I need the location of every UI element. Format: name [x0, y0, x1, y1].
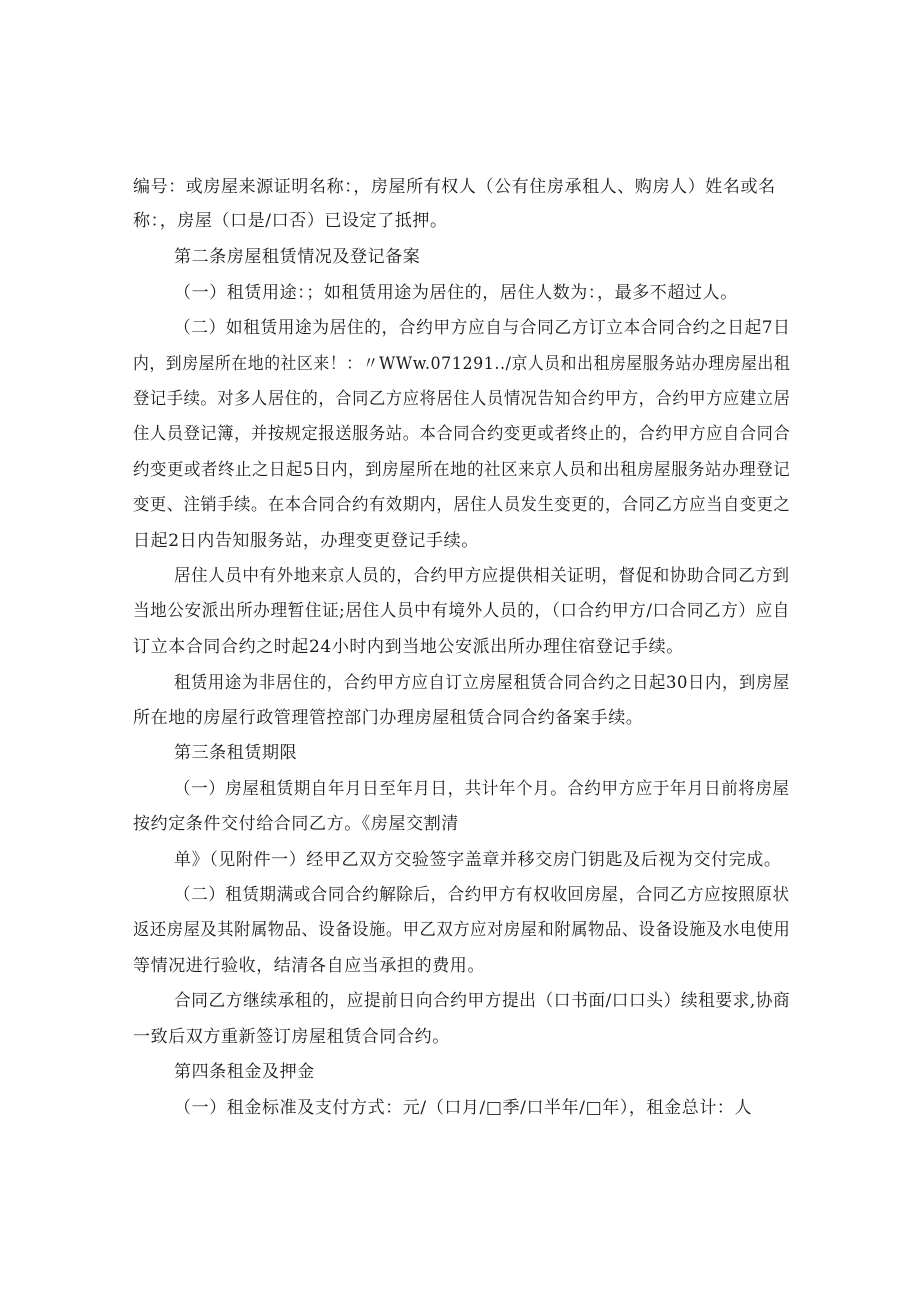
- text-line: 称：，房屋（口是/口否）已设定了抵押。: [133, 211, 448, 231]
- text-line: 单》（见附件一）经甲乙双方交验签字盖章并移交房门钥匙及后视为交付完成。: [174, 850, 782, 870]
- text-line: 一致后双方重新签订房屋租赁合同合约。: [133, 1027, 450, 1047]
- text-line: （一）租赁用途：；如租赁用途为居住的，居住人数为：，最多不超过人。: [174, 283, 738, 303]
- text-line: 所在地的房屋行政管理管控部门办理房屋租赁合同合约备案手续。: [133, 708, 644, 728]
- text-line: 当地公安派出所办理暂住证;居住人员中有境外人员的，（口合约甲方/口合同乙方）应自: [133, 601, 790, 621]
- section-heading: 第二条房屋租赁情况及登记备案: [174, 247, 421, 267]
- text-line: （一）房屋租赁期自年月日至年月日，共计年个月。合约甲方应于年月日前将房屋: [174, 779, 790, 799]
- text-line: 变更、注销手续。在本合同合约有效期内，居住人员发生变更的，合同乙方应当自变更之: [133, 495, 791, 515]
- text-line: 居住人员中有外地来京人员的，合约甲方应提供相关证明，督促和协助合同乙方到: [174, 566, 790, 586]
- text-line: 返还房屋及其附属物品、设备设施。甲乙双方应对房屋和附属物品、设备设施及水电使用: [133, 920, 791, 940]
- text-line: 订立本合同合约之时起24小时内到当地公安派出所办理住宿登记手续。: [133, 637, 684, 657]
- text-line: 登记手续。对多人居住的，合同乙方应将居住人员情况告知合约甲方，合约甲方应建立居: [133, 389, 791, 409]
- text-line: 合同乙方继续承租的，应提前日向合约甲方提出（口书面/口口头）续租要求,协商: [174, 991, 791, 1011]
- text-line: 日起2日内告知服务站，办理变更登记手续。: [133, 531, 479, 551]
- section-heading: 第四条租金及押金: [174, 1062, 315, 1082]
- text-line: （一）租金标准及支付方式：元/（口月/□季/口半年/□年），租金总计：人: [174, 1098, 753, 1118]
- text-line: 住人员登记簿，并按规定报送服务站。本合同合约变更或者终止的，合约甲方应自合同合: [133, 424, 791, 444]
- text-line: 编号：或房屋来源证明名称：，房屋所有权人（公有住房承租人、购房人）姓名或名: [133, 177, 776, 197]
- text-line: 约变更或者终止之日起5日内，到房屋所在地的社区来京人员和出租房屋服务站办理登记: [133, 460, 791, 480]
- text-line: 内，到房屋所在地的社区来！：〃WWw.071291../京人员和出租房屋服务站办理房屋出租: [133, 354, 791, 374]
- text-line: 按约定条件交付给合同乙方。《房屋交割清: [133, 814, 459, 834]
- text-line: （二）如租赁用途为居住的，合约甲方应自与合同乙方订立本合同合约之日起7日: [174, 318, 791, 338]
- text-line: 等情况进行验收，结清各自应当承担的费用。: [133, 956, 485, 976]
- text-line: （二）租赁期满或合同合约解除后，合约甲方有权收回房屋，合同乙方应按照原状: [174, 885, 790, 905]
- text-line: 租赁用途为非居住的，合约甲方应自订立房屋租赁合同合约之日起30日内，到房屋: [174, 673, 790, 693]
- section-heading: 第三条租赁期限: [174, 743, 298, 763]
